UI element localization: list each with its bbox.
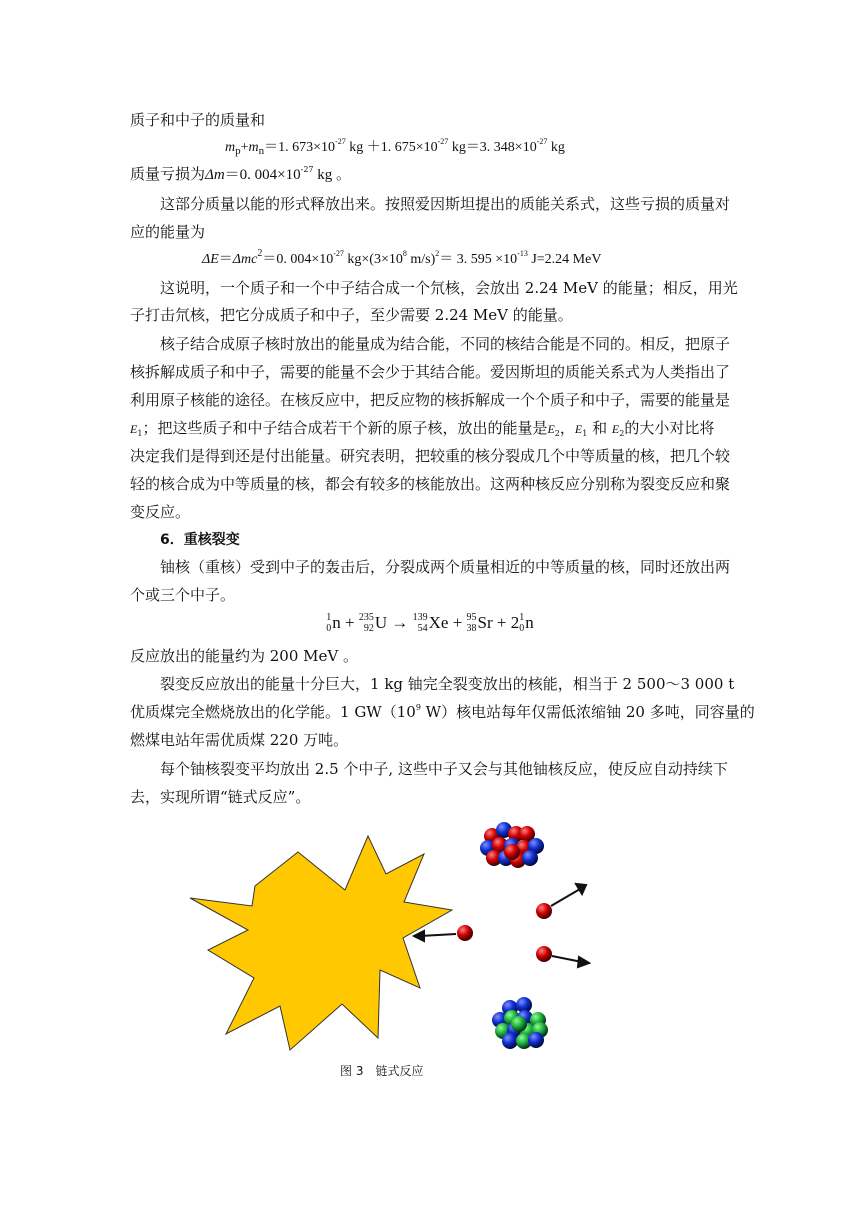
text-line: 反应放出的能量约为 200 MeV 。 [130, 647, 359, 665]
text-line: 决定我们是得到还是付出能量。研究表明，把较重的核分裂成几个中等质量的核，把几个较 [130, 447, 731, 465]
arrow-left [414, 931, 456, 941]
text-line: 核子结合成原子核时放出的能量成为结合能，不同的核结合能是不同的。相反，把原子 [160, 335, 731, 353]
text-line: 核拆解成质子和中子，需要的能量不会少于其结合能。爱因斯坦的质能关系式为人类指出了 [130, 363, 731, 381]
arrow-upper-right [551, 884, 586, 906]
text-line: 子打击氘核，把它分成质子和中子，至少需要 2.24 MeV 的能量。 [130, 306, 573, 324]
text-line: 轻的核合成为中等质量的核，都会有较多的核能放出。这两种核反应分别称为裂变反应和聚 [130, 475, 731, 493]
text-line: 燃煤电站年需优质煤 220 万吨。 [130, 731, 349, 749]
explosion-star-shape [190, 836, 452, 1050]
neutron-upper [536, 903, 552, 919]
neutron-center [457, 925, 473, 941]
figure-caption: 图 3 链式反应 [340, 1064, 424, 1078]
text-line: 质子和中子的质量和 [130, 111, 266, 129]
text-line: 去，实现所谓“链式反应”。 [130, 788, 311, 806]
text-line: 利用原子核能的途径。在核反应中，把反应物的核拆解成一个个质子和中子，需要的能量是 [130, 391, 731, 409]
text-line: 这部分质量以能的形式释放出来。按照爱因斯坦提出的质能关系式，这些亏损的质量对 [160, 195, 731, 213]
text-line: 铀核（重核）受到中子的轰击后，分裂成两个质量相近的中等质量的核，同时还放出两 [160, 558, 731, 576]
text-line: $E_1$；把这些质子和中子结合成若干个新的原子核，放出的能量是$E_2$，$E_1$ 和 $E_2$的大小对比将 [130, 419, 715, 438]
text-line: 个或三个中子。 [130, 586, 236, 604]
fission-equation: 1 0 n + 235 92 U → 139 54 Xe + 95 38 Sr + 2 1 0 n [326, 612, 534, 635]
text-line: 每个铀核裂变平均放出 2.5 个中子, 这些中子又会与其他铀核反应，使反应自动持续下 [160, 760, 728, 778]
text-line: 这说明，一个质子和一个中子结合成一个氘核，会放出 2.24 MeV 的能量；相反，用光 [160, 279, 738, 297]
text-line: 应的能量为 [130, 223, 206, 241]
nucleus-lower [492, 997, 548, 1049]
energy-equation: ΔE＝Δmc$^2$＝0. $004\times 10^{-27}$ $kg\times(3\times 10^8$ m/s)$^2$＝ 3. $595 \times 10^{-13}$ J=2.24 MeV [202, 248, 602, 267]
arrow-lower-right [552, 956, 589, 967]
mass-sum-equation: $m_p+m_n=1$. $673\times 10^{-27}$ kg ＋1. $675\times 10^{-27}$ kg＝3. $348\times 10^{-27}$ kg [225, 137, 565, 157]
nucleus-upper [480, 822, 544, 868]
section-heading: 6．重核裂变 [160, 532, 240, 548]
text-line: 变反应。 [130, 503, 191, 521]
neutron-lower [536, 946, 552, 962]
text-line: 裂变反应放出的能量十分巨大，1 kg 铀完全裂变放出的核能，相当于 2 500～3 000 t [160, 675, 735, 693]
text-line: 优质煤完全燃烧放出的化学能。1 $GW(10^9$ W）核电站每年仅需低浓缩铀 20 多吨，同容量的 [130, 703, 755, 721]
mass-defect-line: 质量亏损为Δm＝0. $004\times 10^{-27}$ kg 。 [130, 165, 352, 183]
